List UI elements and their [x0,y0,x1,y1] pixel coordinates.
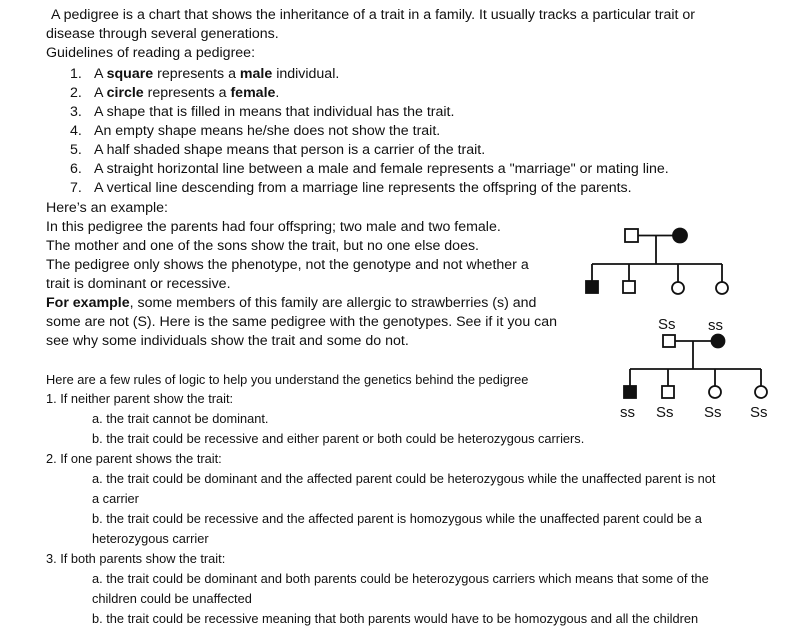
daughter-1 [672,282,684,294]
guideline-item-5: 5. A half shaded shape means that person is a carrier of the trait. [70,142,486,158]
logic-rule-2a-line-2: a carrier [92,491,139,506]
logic-intro: Here are a few rules of logic to help you understand the genetics behind the pedigree [46,372,529,387]
logic-rule-2a-line-1: a. the trait could be dominant and the affected parent could be heterozygous while the unaffected parent is not [92,471,716,486]
logic-rule-2b-line-2: heterozygous carrier [92,531,209,546]
genotype-child-1: ss [620,404,635,421]
son-1-affected-2 [624,386,636,398]
mother-circle-affected [673,229,687,243]
guideline-item-4: 4. An empty shape means he/she does not show the trait. [70,123,441,139]
father-square-2 [663,335,675,347]
father-square [625,229,638,242]
example-heading: Here’s an example: [46,200,168,216]
genotype-child-4: Ss [750,404,768,421]
example-line-1: In this pedigree the parents had four offspring; two male and two female. [46,219,501,235]
genotype-father: Ss [658,316,676,333]
logic-rule-3b-line-1: b. the trait could be recessive meaning that both parents would have to be homozygous and all the children [92,611,699,626]
logic-rule-1: 1. If neither parent show the trait: [46,391,234,406]
example-line-6: some are not (S). Here is the same pedigree with the genotypes. See if it you can [46,314,558,330]
daughter-2-2 [755,386,767,398]
logic-rule-1b: b. the trait could be recessive and either parent or both could be heterozygous carriers. [92,431,585,446]
genotype-child-2: Ss [656,404,674,421]
daughter-2 [716,282,728,294]
guideline-item-3: 3. A shape that is filled in means that individual has the trait. [70,104,455,120]
genotype-child-3: Ss [704,404,722,421]
pedigree-phenotype [586,229,728,295]
logic-rule-2b-line-1: b. the trait could be recessive and the affected parent is homozygous while the unaffected parent could be a [92,511,702,526]
example-line-7: see why some individuals show the trait and some do not. [46,333,409,349]
logic-rule-3a-line-2: children could be unaffected [92,591,252,606]
example-line-3: The pedigree only shows the phenotype, not the genotype and not whether a [46,257,529,273]
pedigree-genotype [624,335,767,399]
example-line-4: trait is dominant or recessive. [46,276,231,292]
intro-line-2: disease through several generations. [46,26,279,42]
logic-rule-2: 2. If one parent shows the trait: [46,451,222,466]
guideline-item-6: 6. A straight horizontal line between a male and female represents a "marriage" or mating line. [70,161,669,177]
example-line-2: The mother and one of the sons show the trait, but no one else does. [46,238,479,254]
daughter-1-2 [709,386,721,398]
intro-line-1: A pedigree is a chart that shows the inheritance of a trait in a family. It usually tracks a particular trait or [51,7,695,23]
son-2-2 [662,386,674,398]
logic-rule-3: 3. If both parents show the trait: [46,551,226,566]
example-line-5: For example, some members of this family are allergic to strawberries (s) and [46,295,537,311]
logic-rule-3a-line-1: a. the trait could be dominant and both parents could be heterozygous carriers which means that some of the [92,571,709,586]
guidelines-heading: Guidelines of reading a pedigree: [46,45,256,61]
genotype-mother: ss [708,317,723,334]
mother-circle-affected-2 [712,335,725,348]
guideline-item-2: 2. A circle represents a female. [70,85,280,101]
son-2 [623,281,635,293]
guideline-item-1: 1. A square represents a male individual. [70,66,340,82]
logic-rule-1a: a. the trait cannot be dominant. [92,411,269,426]
son-1-affected [586,281,598,293]
guideline-item-7: 7. A vertical line descending from a marriage line represents the offspring of the parents. [70,180,632,196]
